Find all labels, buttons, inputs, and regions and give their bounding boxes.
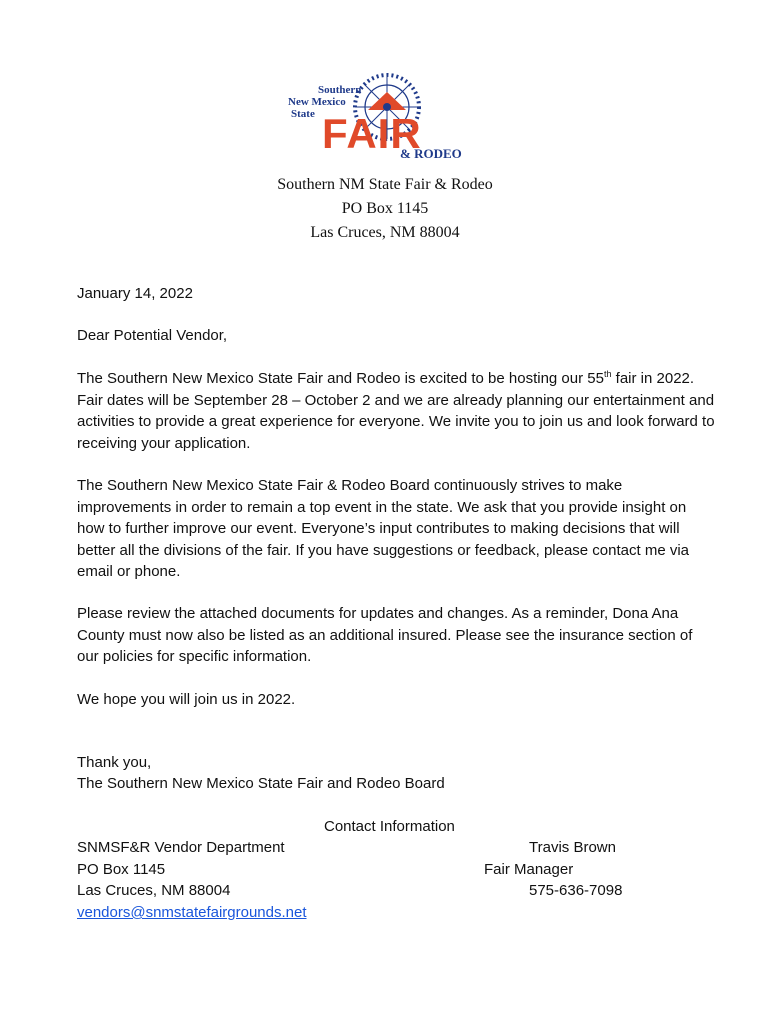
letterhead-name: Southern NM State Fair & Rodeo <box>277 176 493 193</box>
salutation: Dear Potential Vendor, <box>77 327 228 344</box>
contact-manager-title: Fair Manager <box>484 861 574 878</box>
contact-email-link[interactable]: vendors@snmstatefairgrounds.net <box>77 904 307 921</box>
closing-thanks: Thank you, <box>77 754 152 771</box>
paragraph-intro-start: The Southern New Mexico State Fair and Rodeo is excited to be hosting our 55 <box>77 370 604 387</box>
paragraph-intro <box>77 368 717 454</box>
fair-logo <box>282 62 472 162</box>
contact-city: Las Cruces, NM 88004 <box>77 882 231 899</box>
letter-date: January 14, 2022 <box>77 285 193 302</box>
logo-line1: Southern <box>318 84 362 96</box>
paragraph-hope: We hope you will join us in 2022. <box>77 691 296 708</box>
paragraph-intro-mid: fair in <box>611 370 653 387</box>
letterhead <box>0 173 770 245</box>
paragraph-intro-rest: 2022. Fair dates will be September 28 – October 2 and we are already planning our entertainment and activities to provide a great experience for everyone. We invite you to join us and look forward to receiving your application. <box>77 370 715 452</box>
contact-po-box: PO Box 1145 <box>77 861 166 878</box>
contact-department: SNMSF&R Vendor Department <box>77 839 285 856</box>
letterhead-po-box: PO Box 1145 <box>341 200 429 217</box>
logo-rodeo: & RODEO <box>400 146 462 161</box>
contact-heading: Contact Information <box>324 818 455 835</box>
paragraph-feedback <box>77 475 717 583</box>
logo-line2: New Mexico <box>288 96 346 108</box>
paragraph-documents <box>77 603 717 668</box>
logo-line3: State <box>291 108 315 120</box>
contact-manager-name: Travis Brown <box>529 839 616 856</box>
ordinal-suffix: th <box>603 369 612 379</box>
paragraph-documents-text: Please review the attached documents for updates and changes. As a reminder, Dona Ana County must now also be listed as an additional insured. Please see the insurance section of our policies for specific information. <box>77 605 693 665</box>
paragraph-feedback-text: The Southern New Mexico State Fair & Rodeo Board continuously strives to make improvements in order to remain a top event in the state. We ask that you provide insight on how to further improve our event. Everyone’s input contributes to making decisions that will better all the divisions of the fair. If you have suggestions or feedback, please contact me via email or phone. <box>77 477 690 580</box>
letterhead-city: Las Cruces, NM 88004 <box>310 224 460 241</box>
logo-fair: FAIR <box>322 110 422 157</box>
closing-signature: The Southern New Mexico State Fair and Rodeo Board <box>77 775 445 792</box>
contact-manager-phone: 575-636-7098 <box>529 882 623 899</box>
